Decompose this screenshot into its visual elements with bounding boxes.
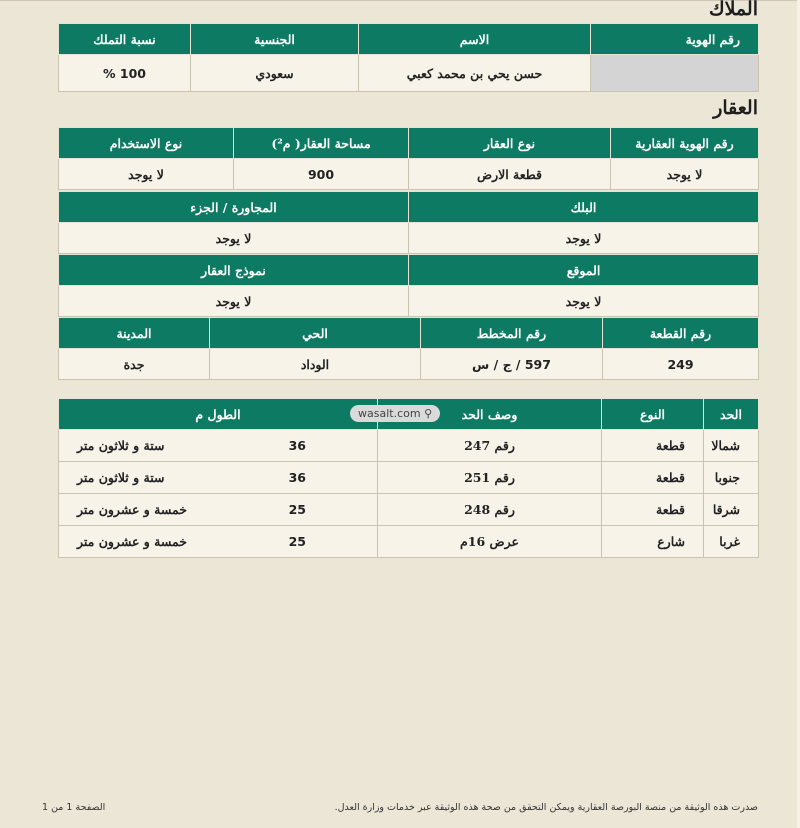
boundary-description: رقم 247 (378, 430, 602, 462)
location-pin-icon: ⚲ (424, 407, 433, 420)
location-header: الموقع (409, 255, 759, 286)
length-header: الطول م (59, 399, 378, 430)
boundaries-body (59, 430, 759, 558)
boundary-description: عرض 16م (378, 526, 602, 558)
boundary-type: قطعة (602, 430, 704, 462)
boundary-side: غربا (704, 526, 759, 558)
boundary-length-number: 25 (288, 502, 306, 517)
property-area-header: مساحة العقار( م²) (234, 128, 409, 159)
owners-share-cell: 100 % (59, 55, 191, 92)
boundary-type: قطعة (602, 494, 704, 526)
owners-header-row (59, 24, 759, 55)
boundary-length-text: ستة و ثلاثون متر (77, 470, 165, 485)
redacted-id (591, 55, 759, 91)
plan-number-header: رقم المخطط (421, 318, 603, 349)
boundary-type: قطعة (602, 462, 704, 494)
boundary-side: شرقا (704, 494, 759, 526)
watermark-badge (350, 405, 440, 422)
top-border (0, 0, 800, 1)
property-model-header: نموذج العقار (59, 255, 409, 286)
boundary-type: شارع (602, 526, 704, 558)
property-header-row-2 (59, 192, 759, 223)
property-usage-header: نوع الاستخدام (59, 128, 234, 159)
property-id-header: رقم الهوية العقارية (611, 128, 759, 159)
neighborhood-part-header: المجاورة / الجزء (59, 192, 409, 223)
property-area-value: 900 (234, 159, 409, 190)
boundary-length-number: 36 (288, 438, 306, 453)
owners-nationality-cell: سعودي (191, 55, 359, 92)
property-table-4 (58, 317, 759, 380)
district-header: الحي (210, 318, 421, 349)
boundary-side: شمالا (704, 430, 759, 462)
neighborhood-part-value: لا يوجد (59, 223, 409, 254)
owners-share-header: نسبة التملك (59, 24, 191, 55)
property-value-row-2 (59, 223, 759, 254)
block-header: البلك (409, 192, 759, 223)
owners-name-header: الاسم (359, 24, 591, 55)
boundary-length-text: خمسة و عشرون متر (77, 534, 187, 549)
block-value: لا يوجد (409, 223, 759, 254)
type-header: النوع (602, 399, 704, 430)
location-value: لا يوجد (409, 286, 759, 317)
owners-table (58, 23, 759, 92)
footer-notice: صدرت هذه الوثيقة من منصة البورصة العقارية ويمكن التحقق من صحة هذه الوثيقة عبر خدمات وزارة العدل. (334, 802, 758, 813)
boundary-length (59, 526, 378, 558)
property-usage-value: لا يوجد (59, 159, 234, 190)
boundary-row (59, 494, 759, 526)
property-header-row-1 (59, 128, 759, 159)
property-value-row-4 (59, 349, 759, 380)
property-id-value: لا يوجد (611, 159, 759, 190)
side-header: الحد (704, 399, 759, 430)
district-value: الوداد (210, 349, 421, 380)
boundary-description: رقم 251 (378, 462, 602, 494)
property-value-row-1 (59, 159, 759, 190)
owners-name-cell: حسن يحي بن محمد كعبي (359, 55, 591, 92)
boundary-description: رقم 248 (378, 494, 602, 526)
property-table-3 (58, 254, 759, 317)
description-header: وصف الحد (378, 399, 602, 430)
boundary-length (59, 430, 378, 462)
plot-number-value: 249 (603, 349, 759, 380)
property-type-value: قطعة الارض (409, 159, 611, 190)
boundaries-table (58, 398, 759, 558)
plot-number-header: رقم القطعة (603, 318, 759, 349)
boundary-length (59, 462, 378, 494)
boundary-length (59, 494, 378, 526)
city-header: المدينة (59, 318, 210, 349)
boundary-length-number: 36 (288, 470, 306, 485)
boundary-length-text: خمسة و عشرون متر (77, 502, 187, 517)
property-header-row-3 (59, 255, 759, 286)
property-table-1 (58, 127, 759, 190)
owners-id-cell (591, 55, 759, 92)
boundary-row (59, 526, 759, 558)
boundary-length-number: 25 (288, 534, 306, 549)
property-value-row-3 (59, 286, 759, 317)
property-header-row-4 (59, 318, 759, 349)
page-number: الصفحة 1 من 1 (42, 802, 106, 813)
city-value: جدة (59, 349, 210, 380)
property-table-2 (58, 191, 759, 254)
owners-id-header: رقم الهوية (591, 24, 759, 55)
owners-heading: الملاك (708, 0, 758, 20)
property-model-value: لا يوجد (59, 286, 409, 317)
boundary-length-text: ستة و ثلاثون متر (77, 438, 165, 453)
boundary-row (59, 462, 759, 494)
boundary-row (59, 430, 759, 462)
owners-row (59, 55, 759, 92)
boundary-side: جنوبا (704, 462, 759, 494)
property-heading: العقار (713, 97, 758, 119)
watermark-text: wasalt.com (358, 407, 421, 420)
owners-nationality-header: الجنسية (191, 24, 359, 55)
property-type-header: نوع العقار (409, 128, 611, 159)
plan-number-value: 597 / ج / س (421, 349, 603, 380)
